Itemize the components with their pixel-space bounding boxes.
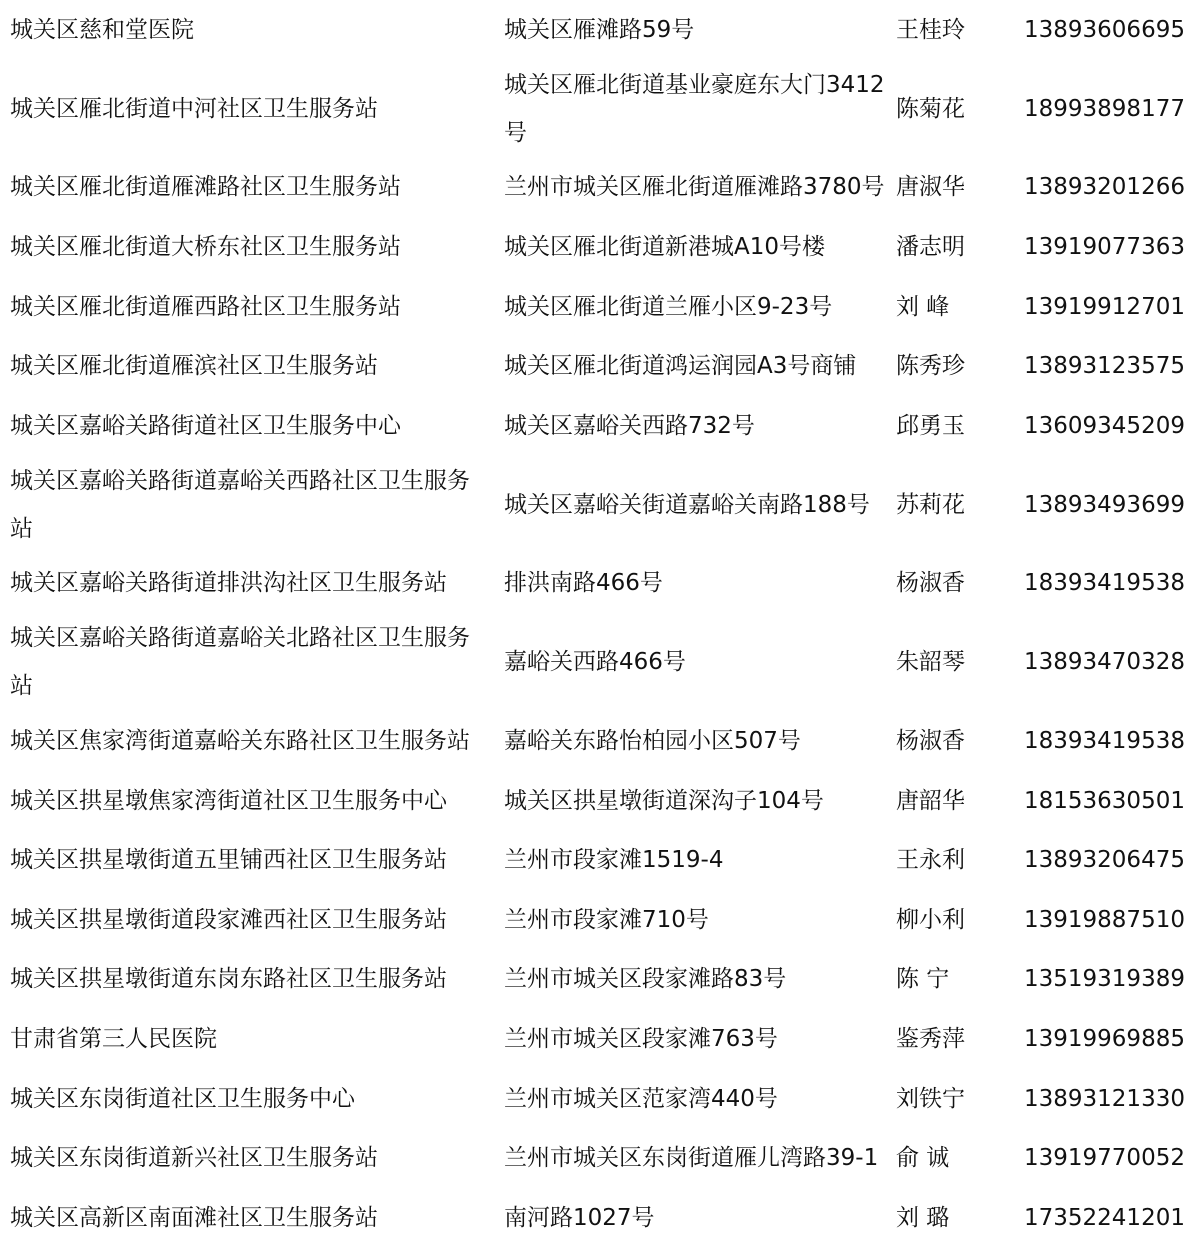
clinic-address: 城关区雁北街道鸿运润园A3号商铺 — [504, 353, 857, 380]
clinic-name: 城关区雁北街道大桥东社区卫生服务站 — [10, 233, 401, 260]
contact-person: 王桂玲 — [896, 16, 965, 43]
contact-person: 柳小利 — [896, 906, 965, 933]
table-row — [0, 1009, 1200, 1069]
table-row — [0, 771, 1200, 831]
phone-number: 18993898177 — [1024, 95, 1185, 122]
clinic-address: 城关区嘉峪关街道嘉峪关南路188号 — [504, 491, 870, 518]
clinic-name: 城关区嘉峪关路街道嘉峪关北路社区卫生服务站 — [10, 625, 470, 700]
table-row — [0, 554, 1200, 614]
contact-person: 潘志明 — [896, 233, 965, 260]
clinic-name: 城关区慈和堂医院 — [10, 16, 194, 43]
phone-number: 13919887510 — [1024, 906, 1185, 933]
contact-person: 刘 峰 — [896, 293, 950, 320]
table-row — [0, 158, 1200, 218]
contact-person: 杨淑香 — [896, 727, 965, 754]
table-row — [0, 217, 1200, 277]
contact-person: 王永利 — [896, 847, 965, 874]
table-row — [0, 890, 1200, 950]
clinic-name: 城关区嘉峪关路街道嘉峪关西路社区卫生服务站 — [10, 467, 470, 542]
phone-number: 13893121330 — [1024, 1085, 1185, 1112]
clinic-name: 城关区嘉峪关路街道社区卫生服务中心 — [10, 412, 401, 439]
contact-person: 陈菊花 — [896, 95, 965, 122]
clinic-address: 兰州市段家滩1519-4 — [504, 847, 724, 874]
clinic-name: 城关区雁北街道雁滨社区卫生服务站 — [10, 353, 378, 380]
phone-number: 13919077363 — [1024, 233, 1185, 260]
clinic-address: 城关区拱星墩街道深沟子104号 — [504, 787, 824, 814]
clinic-address: 城关区雁滩路59号 — [504, 16, 695, 43]
clinic-address: 南河路1027号 — [504, 1204, 655, 1231]
contact-person: 俞 诚 — [896, 1145, 950, 1172]
clinic-name: 城关区雁北街道中河社区卫生服务站 — [10, 95, 378, 122]
clinic-address: 兰州市城关区范家湾440号 — [504, 1085, 778, 1112]
clinic-address: 嘉峪关西路466号 — [504, 649, 686, 676]
contact-person: 唐韶华 — [896, 787, 965, 814]
phone-number: 13519319389 — [1024, 966, 1185, 993]
clinic-name: 城关区拱星墩焦家湾街道社区卫生服务中心 — [10, 787, 447, 814]
clinic-address: 兰州市城关区东岗街道雁儿湾路39-1 — [504, 1145, 879, 1172]
phone-number: 18393419538 — [1024, 570, 1185, 597]
contact-person: 陈 宁 — [896, 966, 950, 993]
clinic-name: 甘肃省第三人民医院 — [10, 1025, 217, 1052]
clinic-address: 城关区雁北街道基业豪庭东大门3412号 — [504, 71, 885, 146]
table-row — [0, 711, 1200, 771]
clinic-name: 城关区东岗街道新兴社区卫生服务站 — [10, 1145, 378, 1172]
table-row — [0, 277, 1200, 337]
phone-number: 13893201266 — [1024, 174, 1185, 201]
contact-person: 邱勇玉 — [896, 412, 965, 439]
table-row — [0, 0, 1200, 60]
contact-person: 苏莉花 — [896, 491, 965, 518]
phone-number: 13893493699 — [1024, 491, 1185, 518]
clinic-address: 城关区雁北街道新港城A10号楼 — [504, 233, 826, 260]
clinic-address: 兰州市城关区段家滩路83号 — [504, 966, 787, 993]
contact-person: 唐淑华 — [896, 174, 965, 201]
clinic-address: 兰州市段家滩710号 — [504, 906, 709, 933]
phone-number: 13919969885 — [1024, 1025, 1185, 1052]
clinic-address: 兰州市城关区段家滩763号 — [504, 1025, 778, 1052]
contact-person: 刘 璐 — [896, 1204, 950, 1231]
table-row — [0, 456, 1200, 554]
clinic-name: 城关区高新区南面滩社区卫生服务站 — [10, 1204, 378, 1231]
clinic-name: 城关区嘉峪关路街道排洪沟社区卫生服务站 — [10, 570, 447, 597]
table-row — [0, 1128, 1200, 1188]
phone-number: 18393419538 — [1024, 727, 1185, 754]
contact-person: 杨淑香 — [896, 570, 965, 597]
phone-number: 13919770052 — [1024, 1145, 1185, 1172]
clinic-name: 城关区拱星墩街道段家滩西社区卫生服务站 — [10, 906, 447, 933]
table-row — [0, 336, 1200, 396]
clinic-name: 城关区雁北街道雁西路社区卫生服务站 — [10, 293, 401, 320]
clinic-name: 城关区拱星墩街道五里铺西社区卫生服务站 — [10, 847, 447, 874]
clinic-address: 嘉峪关东路怡柏园小区507号 — [504, 727, 801, 754]
phone-number: 17352241201 — [1024, 1204, 1185, 1231]
phone-number: 13919912701 — [1024, 293, 1185, 320]
clinic-name: 城关区拱星墩街道东岗东路社区卫生服务站 — [10, 966, 447, 993]
clinic-address: 城关区雁北街道兰雁小区9-23号 — [504, 293, 833, 320]
table-row — [0, 950, 1200, 1010]
table-row — [0, 396, 1200, 456]
phone-number: 13893206475 — [1024, 847, 1185, 874]
phone-number: 13609345209 — [1024, 412, 1185, 439]
contact-person: 朱韶琴 — [896, 649, 965, 676]
contact-person: 陈秀珍 — [896, 353, 965, 380]
clinic-name: 城关区东岗街道社区卫生服务中心 — [10, 1085, 355, 1112]
clinic-address: 排洪南路466号 — [504, 570, 663, 597]
contact-person: 鉴秀萍 — [896, 1025, 965, 1052]
clinic-address: 城关区嘉峪关西路732号 — [504, 412, 755, 439]
table-row — [0, 1069, 1200, 1129]
table-row — [0, 830, 1200, 890]
phone-number: 13893606695 — [1024, 16, 1185, 43]
contact-person: 刘铁宁 — [896, 1085, 965, 1112]
clinic-name: 城关区雁北街道雁滩路社区卫生服务站 — [10, 174, 401, 201]
clinic-name: 城关区焦家湾街道嘉峪关东路社区卫生服务站 — [10, 727, 470, 754]
table-row — [0, 60, 1200, 158]
phone-number: 18153630501 — [1024, 787, 1185, 814]
phone-number: 13893470328 — [1024, 649, 1185, 676]
table-row — [0, 613, 1200, 711]
clinic-address: 兰州市城关区雁北街道雁滩路3780号 — [504, 174, 885, 201]
phone-number: 13893123575 — [1024, 353, 1185, 380]
